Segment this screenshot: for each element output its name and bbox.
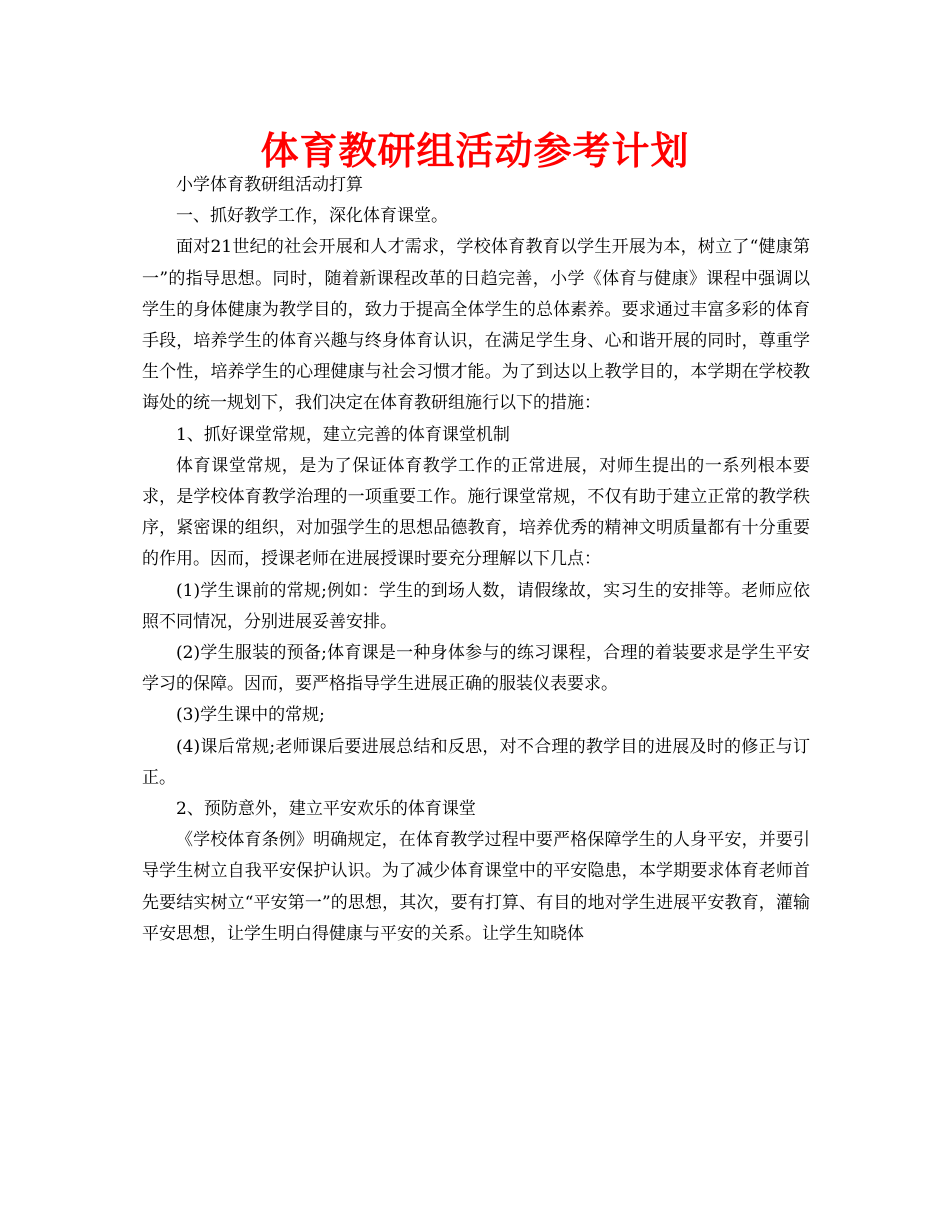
body-paragraph: 体育课堂常规，是为了保证体育教学工作的正常进展，对师生提出的一系列根本要求，是学校体育教学治理的一项重要工作。施行课堂常规，不仅有助于建立正常的教学秩序，紧密课的组织，对加强学生的思想品德教育，培养优秀的精神文明质量都有十分重要的作用。因而，授课老师在进展授课时要充分理解以下几点： xyxy=(142,455,810,570)
body-paragraph-subtitle: 小学体育教研组活动打算 xyxy=(176,175,363,195)
list-item: (3)学生课中的常规; xyxy=(176,705,325,726)
document-body xyxy=(142,170,810,950)
list-item: (4)课后常规;老师课后要进展总结和反思，对不合理的教学目的进展及时的修正与订正。 xyxy=(142,736,810,788)
document-title: 体育教研组活动参考计划 xyxy=(260,128,690,173)
list-item: (2)学生服装的预备;体育课是一种身体参与的练习课程，合理的着装要求是学生平安学习的保障。因而，要严格指导学生进展正确的服装仪表要求。 xyxy=(142,643,810,695)
section-heading-1: 一、抓好教学工作，深化体育课堂。 xyxy=(176,206,448,227)
body-paragraph: 面对21世纪的社会开展和人才需求，学校体育教育以学生开展为本，树立了“健康第一”的指导思想。同时，随着新课程改革的日趋完善，小学《体育与健康》课程中强调以学生的身体健康为教学目的，致力于提高全体学生的总体素养。要求通过丰富多彩的体育手段，培养学生的体育兴趣与终身体育认识，在满足学生身、心和谐开展的同时，尊重学生个性，培养学生的心理健康与社会习惯才能。为了到达以上教学目的，本学期在学校教诲处的统一规划下，我们决定在体育教研组施行以下的措施： xyxy=(142,237,810,414)
body-paragraph: 《学校体育条例》明确规定，在体育教学过程中要严格保障学生的人身平安，并要引导学生树立自我平安保护认识。为了减少体育课堂中的平安隐患，本学期要求体育老师首先要结实树立“平安第一”的思想，其次，要有打算、有目的地对学生进展平安教育，灌输平安思想，让学生明白得健康与平安的关系。让学生知晓体 xyxy=(142,830,810,944)
list-item: (1)学生课前的常规;例如：学生的到场人数，请假缘故，实习生的安排等。老师应依照不同情况，分别进展妥善安排。 xyxy=(142,580,810,632)
subsection-heading-1: 1、抓好课堂常规，建立完善的体育课堂机制 xyxy=(176,424,510,445)
subsection-heading-2: 2、预防意外，建立平安欢乐的体育课堂 xyxy=(176,799,476,820)
